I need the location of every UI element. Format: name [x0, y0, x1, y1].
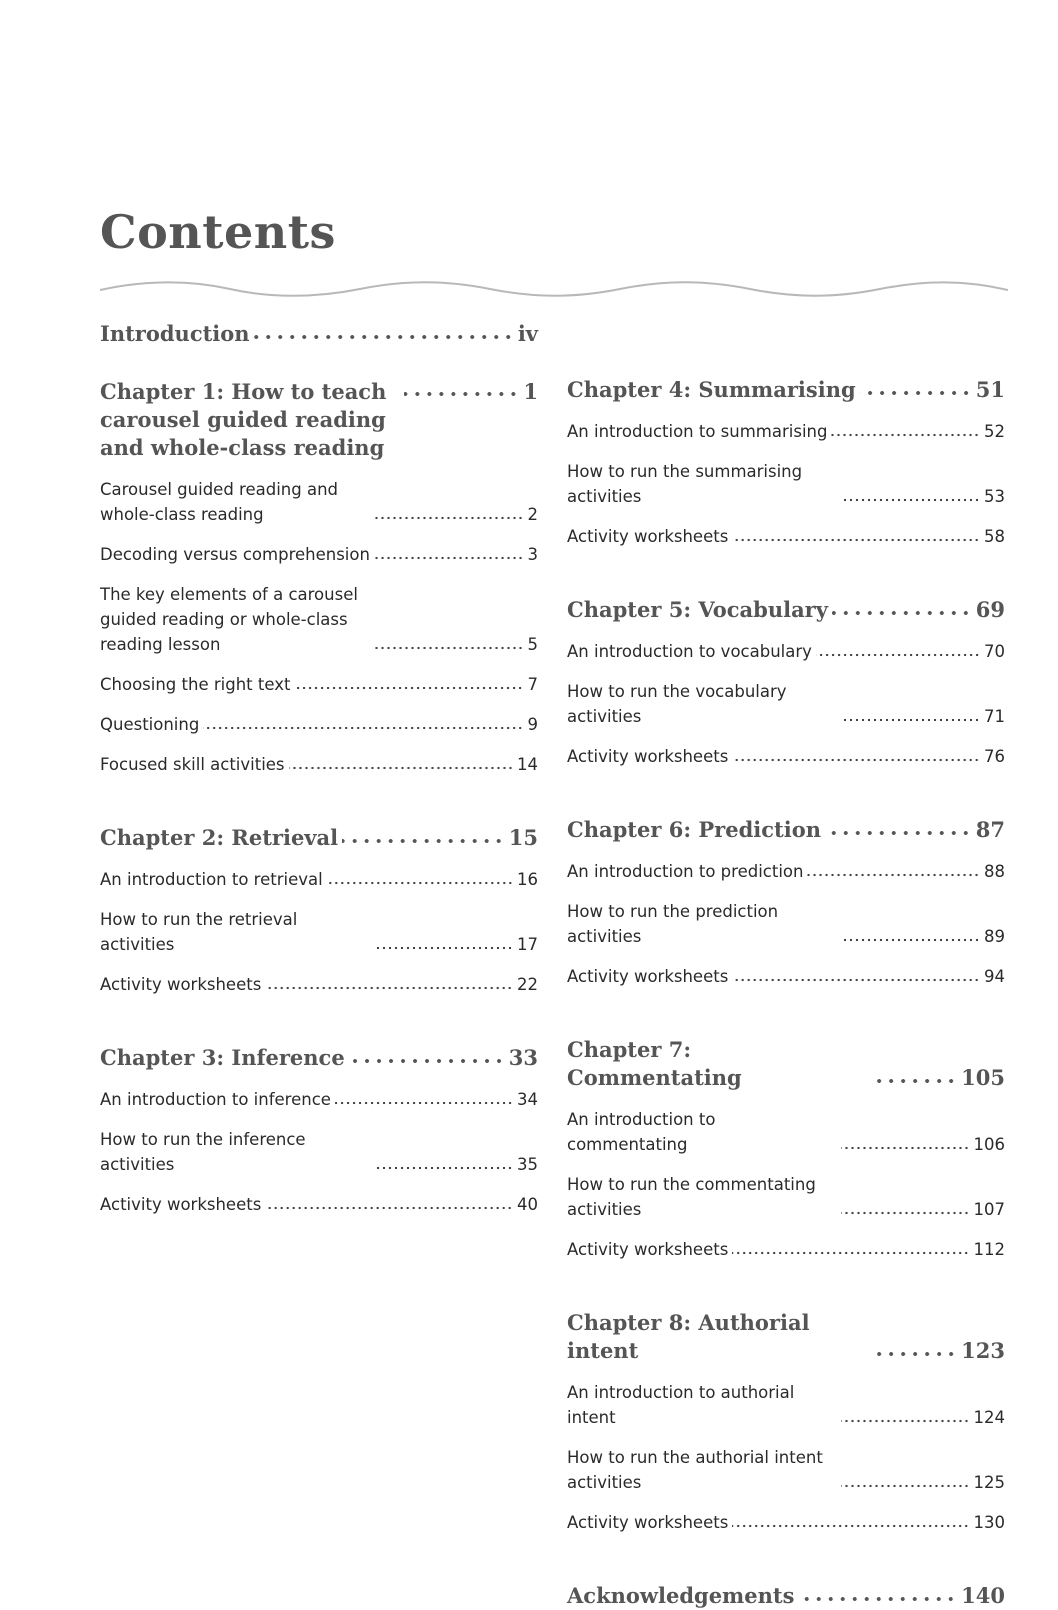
toc-label: The key elements of a carousel guided reading or whole-class reading lesson: [100, 585, 358, 654]
page-number: 123: [961, 1338, 1005, 1363]
toc-label: How to run the inference activities: [100, 1130, 306, 1174]
chapter-block: [567, 1309, 1005, 1535]
toc-entry[interactable]: [567, 1380, 1005, 1430]
toc-label: Activity worksheets: [567, 1513, 729, 1532]
toc-label: How to run the retrieval activities: [100, 910, 298, 954]
toc-label: Questioning: [100, 715, 200, 734]
page-number: 15: [508, 825, 538, 850]
dot-leader: [825, 829, 972, 837]
toc-label: How to run the summarising activities: [567, 462, 803, 506]
page-number: 3: [527, 545, 538, 564]
toc-entry[interactable]: [100, 477, 538, 527]
page-number: 87: [975, 817, 1005, 842]
toc-label: Chapter 6: Prediction: [567, 817, 821, 842]
dot-leader: [342, 837, 505, 845]
dot-leader: [289, 765, 513, 771]
toc-entry[interactable]: [100, 712, 538, 737]
toc-entry[interactable]: [567, 1445, 1005, 1495]
toc-entry[interactable]: [567, 859, 1005, 884]
toc-label: Choosing the right text: [100, 675, 291, 694]
dot-leader: [832, 609, 972, 617]
chapter-block: [100, 1044, 538, 1217]
toc-label: Focused skill activities: [100, 755, 285, 774]
dot-leader: [841, 1210, 970, 1216]
toc-label: Activity worksheets: [567, 747, 729, 766]
dot-leader: [841, 717, 980, 723]
page-number: 130: [973, 1513, 1005, 1532]
toc-label: Activity worksheets: [567, 967, 729, 986]
toc-entry[interactable]: [567, 679, 1005, 729]
dot-leader: [732, 757, 980, 763]
chapter-block: [100, 378, 538, 777]
chapter-block: [567, 816, 1005, 989]
toc-entry[interactable]: [100, 542, 538, 567]
toc-entry[interactable]: [100, 672, 538, 697]
dot-leader: [798, 1595, 957, 1603]
toc-entry[interactable]: [567, 1107, 1005, 1157]
dot-leader: [732, 1523, 969, 1529]
toc-entry[interactable]: [100, 1192, 538, 1217]
page-number: 22: [517, 975, 538, 994]
dot-leader: [841, 1145, 970, 1151]
toc-acknowledgements[interactable]: [567, 1582, 1005, 1610]
dot-leader: [349, 1057, 505, 1065]
page-number: 17: [517, 935, 538, 954]
toc-label: Activity worksheets: [567, 527, 729, 546]
toc-label: Decoding versus comprehension: [100, 545, 370, 564]
chapter-block: [567, 376, 1005, 549]
toc-introduction[interactable]: [100, 320, 538, 348]
page-number: 34: [517, 1090, 538, 1109]
toc-label: An introduction to inference: [100, 1090, 331, 1109]
toc-label: Activity worksheets: [567, 1240, 729, 1259]
dot-leader: [860, 389, 972, 397]
dot-leader: [265, 985, 513, 991]
toc-label: How to run the vocabulary activities: [567, 682, 787, 726]
toc-entry[interactable]: [100, 972, 538, 997]
page-number: 140: [961, 1583, 1005, 1608]
toc-entry[interactable]: [567, 524, 1005, 549]
toc-label: Chapter 4: Summarising: [567, 377, 856, 402]
toc-entry[interactable]: [100, 907, 538, 957]
chapter-heading[interactable]: [100, 824, 538, 852]
page-number: 106: [973, 1135, 1005, 1154]
dot-leader: [871, 1077, 957, 1085]
toc-entry[interactable]: [567, 744, 1005, 769]
toc-label: How to run the prediction activities: [567, 902, 779, 946]
dot-leader: [841, 1483, 970, 1489]
chapter-heading[interactable]: [567, 376, 1005, 404]
toc-label: Chapter 2: Retrieval: [100, 825, 339, 850]
toc-label: Chapter 7: Commentating: [567, 1037, 742, 1090]
chapter-heading[interactable]: [567, 1036, 1005, 1092]
toc-entry[interactable]: [567, 1510, 1005, 1535]
page-number: 107: [973, 1200, 1005, 1219]
toc-label: An introduction to commentating: [567, 1110, 716, 1154]
dot-leader: [816, 652, 980, 658]
toc-label: An introduction to retrieval: [100, 870, 323, 889]
page-number: 53: [984, 487, 1005, 506]
page-number: 124: [973, 1408, 1005, 1427]
chapter-heading[interactable]: [567, 1309, 1005, 1365]
dot-leader: [294, 685, 523, 691]
dot-leader: [841, 1418, 970, 1424]
dot-leader: [871, 1350, 957, 1358]
dot-leader: [265, 1205, 513, 1211]
wavy-divider: [100, 278, 1008, 300]
dot-leader: [374, 645, 524, 651]
toc-entry[interactable]: [567, 1237, 1005, 1262]
dot-leader: [374, 945, 513, 951]
chapter-heading[interactable]: [567, 596, 1005, 624]
page-number: 51: [975, 377, 1005, 402]
toc-entry[interactable]: [100, 1087, 538, 1112]
toc-entry[interactable]: [567, 964, 1005, 989]
page-number: 40: [517, 1195, 538, 1214]
page-number: 2: [527, 505, 538, 524]
dot-leader: [374, 1165, 513, 1171]
page-number: 9: [527, 715, 538, 734]
chapter-heading[interactable]: [100, 378, 538, 462]
page-number: 71: [984, 707, 1005, 726]
toc-entry[interactable]: [100, 1127, 538, 1177]
toc-entry[interactable]: [567, 899, 1005, 949]
toc-entry[interactable]: [567, 459, 1005, 509]
toc-entry[interactable]: [567, 1172, 1005, 1222]
toc-entry[interactable]: [567, 639, 1005, 664]
toc-label: An introduction to vocabulary: [567, 642, 812, 661]
toc-label: How to run the authorial intent activities: [567, 1448, 823, 1492]
dot-leader: [374, 555, 524, 561]
toc-label: An introduction to summarising: [567, 422, 828, 441]
page-number: 16: [517, 870, 538, 889]
toc-entry[interactable]: [100, 582, 538, 657]
chapter-block: [567, 1036, 1005, 1262]
page-number: 14: [517, 755, 538, 774]
dot-leader: [807, 872, 980, 878]
page-number: 35: [517, 1155, 538, 1174]
dot-leader: [327, 880, 513, 886]
toc-label: Activity worksheets: [100, 1195, 262, 1214]
dot-leader: [732, 1250, 969, 1256]
contents-right-column: [567, 376, 1005, 1610]
toc-label: Chapter 3: Inference: [100, 1045, 345, 1070]
chapter-heading[interactable]: [567, 816, 1005, 844]
toc-label: Carousel guided reading and whole-class reading: [100, 480, 339, 524]
toc-entry[interactable]: [100, 752, 538, 777]
chapter-block: [100, 824, 538, 997]
page-number: 58: [984, 527, 1005, 546]
page-number: 94: [984, 967, 1005, 986]
toc-entry[interactable]: [567, 419, 1005, 444]
toc-label: Activity worksheets: [100, 975, 262, 994]
page-number: 125: [973, 1473, 1005, 1492]
page-title: Contents: [100, 205, 336, 259]
toc-label: An introduction to authorial intent: [567, 1383, 795, 1427]
dot-leader: [841, 937, 980, 943]
toc-label: Chapter 5: Vocabulary: [567, 597, 828, 622]
dot-leader: [841, 497, 980, 503]
contents-left-column: [100, 320, 538, 1264]
page-number: 7: [527, 675, 538, 694]
dot-leader: [254, 333, 514, 341]
toc-label: An introduction to prediction: [567, 862, 804, 881]
toc-label: Introduction: [100, 321, 250, 346]
dot-leader: [374, 515, 524, 521]
dot-leader: [732, 977, 980, 983]
dot-leader: [335, 1100, 513, 1106]
page-number: 1: [523, 379, 538, 404]
page-number: 105: [961, 1065, 1005, 1090]
toc-label: How to run the commentating activities: [567, 1175, 816, 1219]
dot-leader: [203, 725, 523, 731]
page-number: 52: [984, 422, 1005, 441]
page-number: iv: [517, 321, 538, 346]
page-number: 5: [527, 635, 538, 654]
chapter-block: [567, 596, 1005, 769]
page-number: 70: [984, 642, 1005, 661]
toc-label: Acknowledgements: [567, 1583, 795, 1608]
page-number: 89: [984, 927, 1005, 946]
page-number: 76: [984, 747, 1005, 766]
dot-leader: [404, 390, 519, 398]
toc-label: Chapter 8: Authorial intent: [567, 1310, 810, 1363]
dot-leader: [732, 537, 980, 543]
page-number: 33: [508, 1045, 538, 1070]
page-number: 112: [973, 1240, 1005, 1259]
chapter-heading[interactable]: [100, 1044, 538, 1072]
toc-entry[interactable]: [100, 867, 538, 892]
page-number: 69: [975, 597, 1005, 622]
page-number: 88: [984, 862, 1005, 881]
dot-leader: [831, 432, 980, 438]
toc-label: Chapter 1: How to teach carousel guided reading and whole-class reading: [100, 379, 387, 460]
